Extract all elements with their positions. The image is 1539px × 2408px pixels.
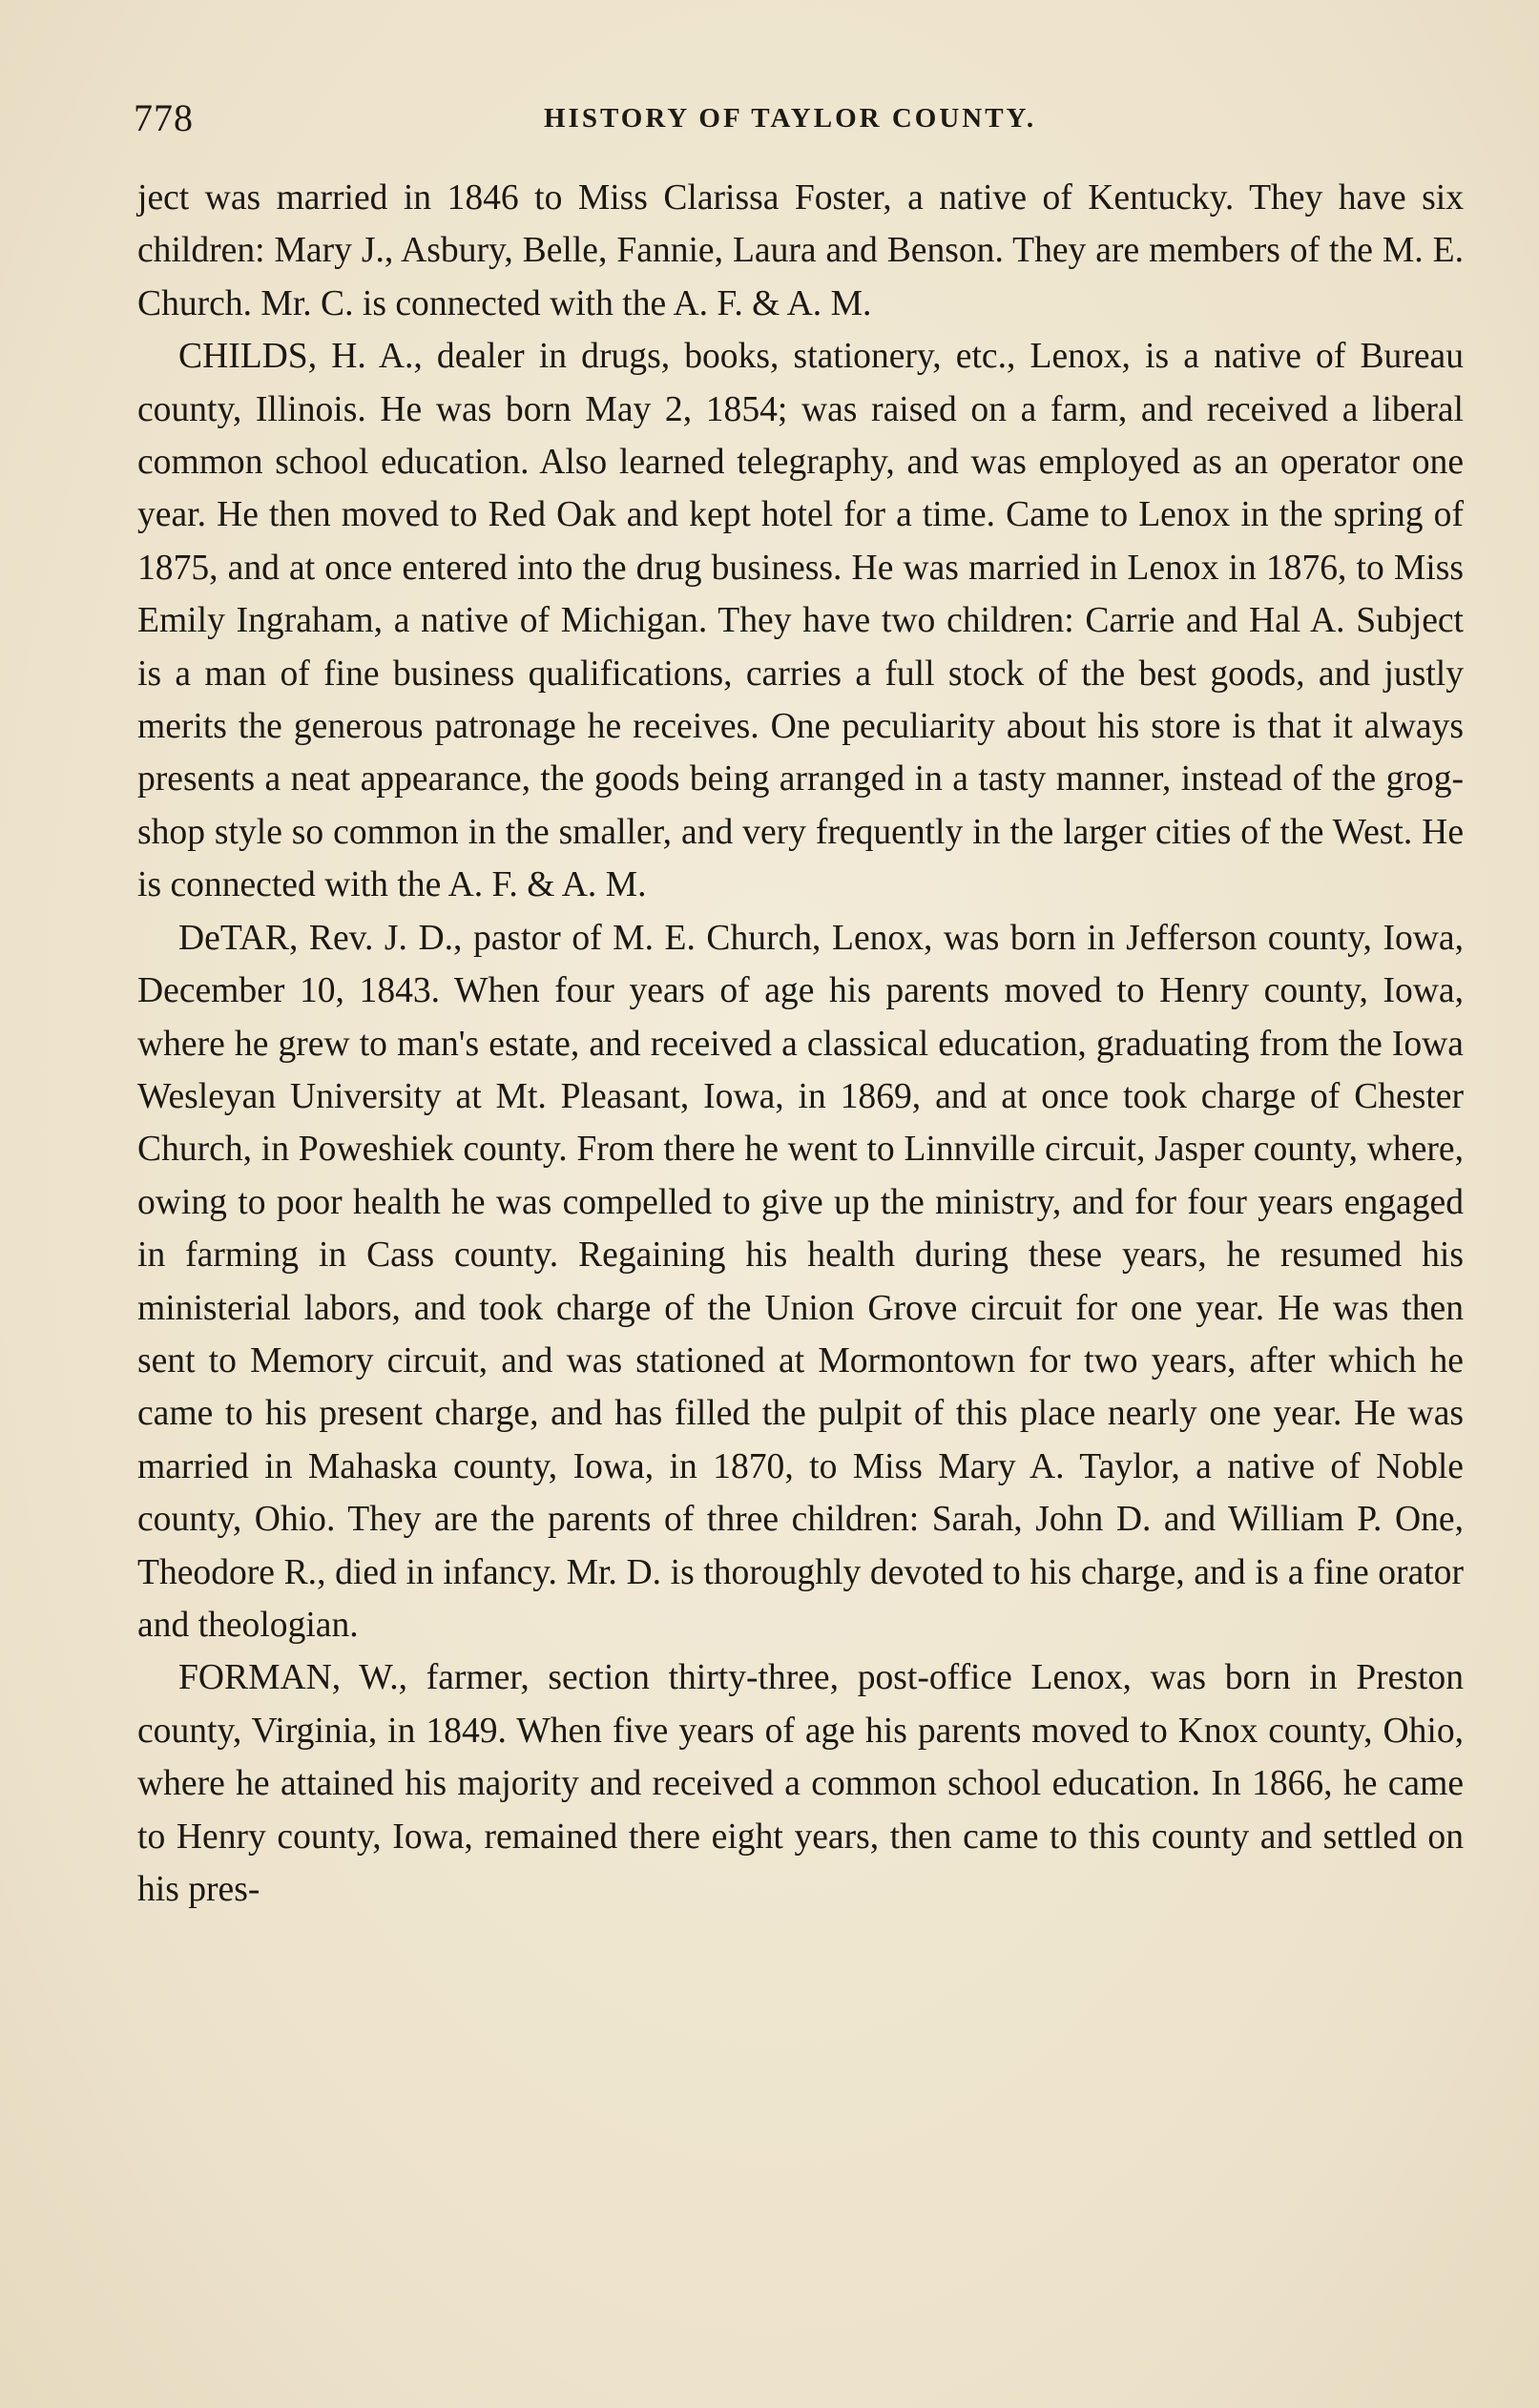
entry-text: farmer, section thirty-three, post-office Lenox, was born in Preston county, Virginia, in 1849. When five years of age his parents moved to Knox county, Ohio, where he attained his majority and received a common school education. In 1866, he came to Henry county, Iowa, remained there eight years, then came to this county and settled on his pres- — [137, 1658, 1464, 1909]
entry-detar — [137, 912, 1464, 1652]
paragraph-continuation — [137, 172, 1464, 330]
page-number: 778 — [134, 96, 194, 139]
entry-name: CHILDS, H. A., — [178, 337, 423, 377]
entry-text: dealer in drugs, books, stationery, etc., Lenox, is a native of Bureau county, Illinois. He was born May 2, 1854; was raised on a farm, and received a liberal common school education. Also learned telegraphy, and was employed as an operator one year. He then moved to Red Oak and kept hotel for a time. Came to Lenox in the spring of 1875, and at once entered into the drug business. He was married in Lenox in 1876, to Miss Emily Ingraham, a native of Michigan. They have two children: Carrie and Hal A. Subject is a man of fine business qualifications, carries a full stock of the best goods, and justly merits the generous patronage he receives. One peculiarity about his store is that it always presents a neat appearance, the goods being arranged in a tasty manner, instead of the grog-shop style so common in the smaller, and very frequently in the larger cities of the West. He is connected with the A. F. & A. M. — [137, 337, 1464, 905]
page-header — [134, 95, 1469, 153]
entry-forman — [137, 1651, 1464, 1916]
entry-name: FORMAN, W., — [178, 1658, 408, 1698]
entry-name: DeTAR, Rev. J. D., — [178, 918, 463, 958]
paragraph-text: ject was married in 1846 to Miss Clarissa Foster, a native of Kentucky. They have six children: Mary J., Asbury, Belle, Fannie, Laura and Benson. They are members of the M. E. Church. Mr. C. is connected with the A. F. & A. M. — [137, 178, 1464, 323]
running-head: HISTORY OF TAYLOR COUNTY. — [544, 103, 1037, 134]
body-text — [137, 172, 1464, 1916]
entry-childs — [137, 330, 1464, 911]
entry-text: pastor of M. E. Church, Lenox, was born in Jefferson county, Iowa, December 10, 1843. When four years of age his parents moved to Henry county, Iowa, where he grew to man's estate, and received a classical education, graduating from the Iowa Wesleyan University at Mt. Pleasant, Iowa, in 1869, and at once took charge of Chester Church, in Poweshiek county. From there he went to Linnville circuit, Jasper county, where, owing to poor health he was compelled to give up the ministry, and for four years engaged in farming in Cass county. Regaining his health during these years, he resumed his ministerial labors, and took charge of the Union Grove circuit for one year. He was then sent to Memory circuit, and was stationed at Mormontown for two years, after which he came to his present charge, and has filled the pulpit of this place nearly one year. He was married in Mahaska county, Iowa, in 1870, to Miss Mary A. Taylor, a native of Noble county, Ohio. They are the parents of three children: Sarah, John D. and William P. One, Theodore R., died in infancy. Mr. D. is thoroughly devoted to his charge, and is a fine orator and theologian. — [137, 918, 1464, 1645]
